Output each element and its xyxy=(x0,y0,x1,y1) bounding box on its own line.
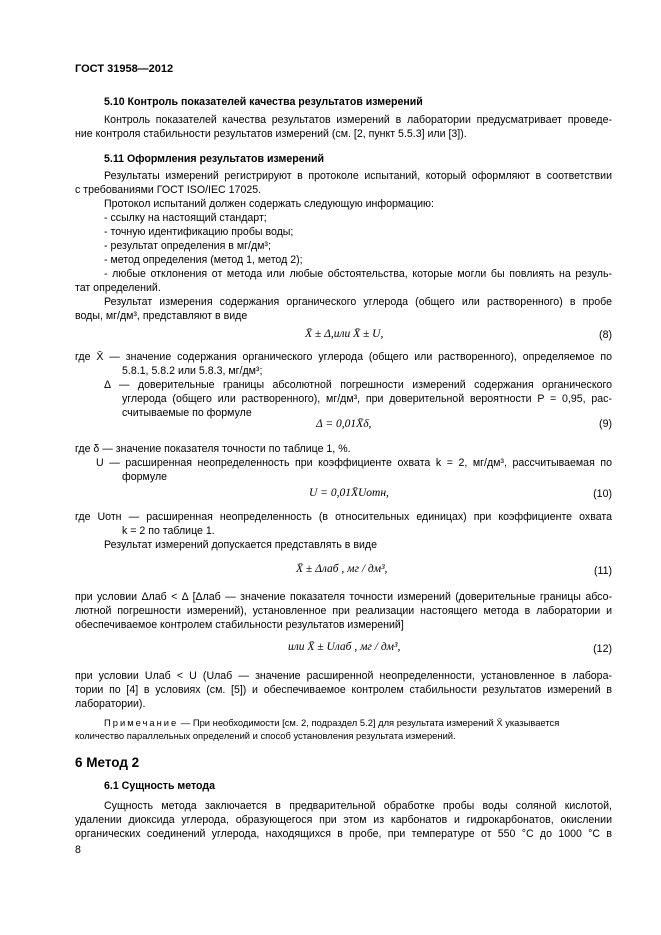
condition-line: при условии Δлаб < Δ [Δлаб — значение показателя точности измерений (доверительные границы абсо- xyxy=(75,591,612,603)
section-6-title: 6 Метод 2 xyxy=(75,755,140,770)
definition-line: U — расширенная неопределенность при коэффициенте охвата k = 2, мг/дм³, рассчитываемая по xyxy=(96,457,612,469)
paragraph-line: Протокол испытаний должен содержать следующую информацию: xyxy=(104,198,434,210)
definition-line: k = 2 по таблице 1. xyxy=(122,525,215,537)
formula-9: Δ = 0,01X̄δ, xyxy=(316,418,372,430)
condition-line: лаборатории). xyxy=(75,698,146,710)
formula-11: X̄ ± Δлаб , мг / дм³, xyxy=(296,563,388,575)
condition-line: тории по [4] в условиях (см. [5]) и обеспечиваемое контролем стабильности результатов измерений в xyxy=(75,684,612,696)
definition-line: формуле xyxy=(122,471,168,483)
note-line xyxy=(104,716,559,730)
list-item: - метод определения (метод 1, метод 2); xyxy=(104,254,303,266)
note-line: количество параллельных определений и способ установления результата измерений. xyxy=(75,730,456,741)
paragraph-line: воды, мг/дм³, представляют в виде xyxy=(75,310,248,322)
definition-line: где Uотн — расширенная неопределенность (в относительных единицах) при коэффициенте охвата xyxy=(75,511,612,523)
equation-number: (10) xyxy=(593,488,612,500)
paragraph-line: с требованиями ГОСТ ISO/IEC 17025. xyxy=(75,184,262,196)
condition-line: при условии Uлаб < U (Uлаб — значение расширенной неопределенности, установленное в лабора- xyxy=(75,670,612,682)
page-number: 8 xyxy=(75,844,81,856)
condition-line: обеспечиваемое контролем стабильности результатов измерений] xyxy=(75,619,404,631)
section-6-1-title: 6.1 Сущность метода xyxy=(104,780,216,792)
equation-number: (8) xyxy=(599,329,612,341)
condition-line: лютной погрешности измерений), установленное при реализации настоящего метода в лаборатории и xyxy=(75,605,612,617)
formula-8: X̄ ± Δ,или X̄ ± U, xyxy=(305,328,384,340)
paragraph-line: Результат измерения содержания органического углерода (общего или растворенного) в пробе xyxy=(104,296,612,308)
equation-number: (12) xyxy=(593,643,612,655)
note-label: Примечание xyxy=(104,717,179,728)
paragraph-line: Сущность метода заключается в предварительной обработке пробы воды соляной кислотой, xyxy=(104,800,612,812)
definition-line: Δ — доверительные границы абсолютной погрешности измерений содержания органического xyxy=(104,379,612,391)
section-5-11-title: 5.11 Оформления результатов измерений xyxy=(104,153,325,165)
equation-number: (11) xyxy=(593,565,612,577)
paragraph-line: Контроль показателей качества результатов измерений в лаборатории предусматривает проведе- xyxy=(104,114,612,126)
definition-line: углерода (общего или растворенного), мг/дм³, при доверительной вероятности P = 0,95, рас- xyxy=(122,393,612,405)
definition-line: считываемые по формуле xyxy=(122,407,252,419)
definition-line: где δ — значение показателя точности по таблице 1, %. xyxy=(75,443,351,455)
list-item: - любые отклонения от метода или любые обстоятельства, которые могли бы повлиять на резуль- xyxy=(104,268,612,280)
paragraph-line: органических соединений углерода, находящихся в пробе, при температуре от 550 °С до 1000 °С в xyxy=(75,828,612,840)
formula-10: U = 0,01X̄Uотн, xyxy=(309,487,389,499)
list-item: - результат определения в мг/дм³; xyxy=(104,240,271,252)
paragraph-line: Результаты измерений регистрируют в протоколе испытаний, который оформляют в соответствии xyxy=(104,170,612,182)
list-item-continuation: тат определений. xyxy=(75,282,161,294)
paragraph-line: ние контроля стабильности результатов измерений (см. [2, пункт 5.5.3] или [3]). xyxy=(75,128,467,140)
paragraph-line: удалении диоксида углерода, образующегося при этом из карбонатов и гидрокарбонатов, окислении xyxy=(75,814,612,826)
note-text: — При необходимости [см. 2, подраздел 5.2] для результата измерений X̄ указывается xyxy=(178,717,560,728)
equation-number: (9) xyxy=(599,418,612,430)
paragraph-line: Результат измерений допускается представлять в виде xyxy=(104,539,377,551)
list-item: - точную идентификацию пробы воды; xyxy=(104,226,294,238)
section-5-10-title: 5.10 Контроль показателей качества результатов измерений xyxy=(104,96,423,108)
formula-12: или X̄ ± Uлаб , мг / дм³, xyxy=(288,641,401,653)
definition-line: 5.8.1, 5.8.2 или 5.8.3, мг/дм³; xyxy=(122,365,263,377)
list-item: - ссылку на настоящий стандарт; xyxy=(104,212,267,224)
definition-line: где X̄ — значение содержания органического углерода (общего или растворенного), определяемое по xyxy=(75,351,612,363)
document-code: ГОСТ 31958—2012 xyxy=(75,63,174,75)
